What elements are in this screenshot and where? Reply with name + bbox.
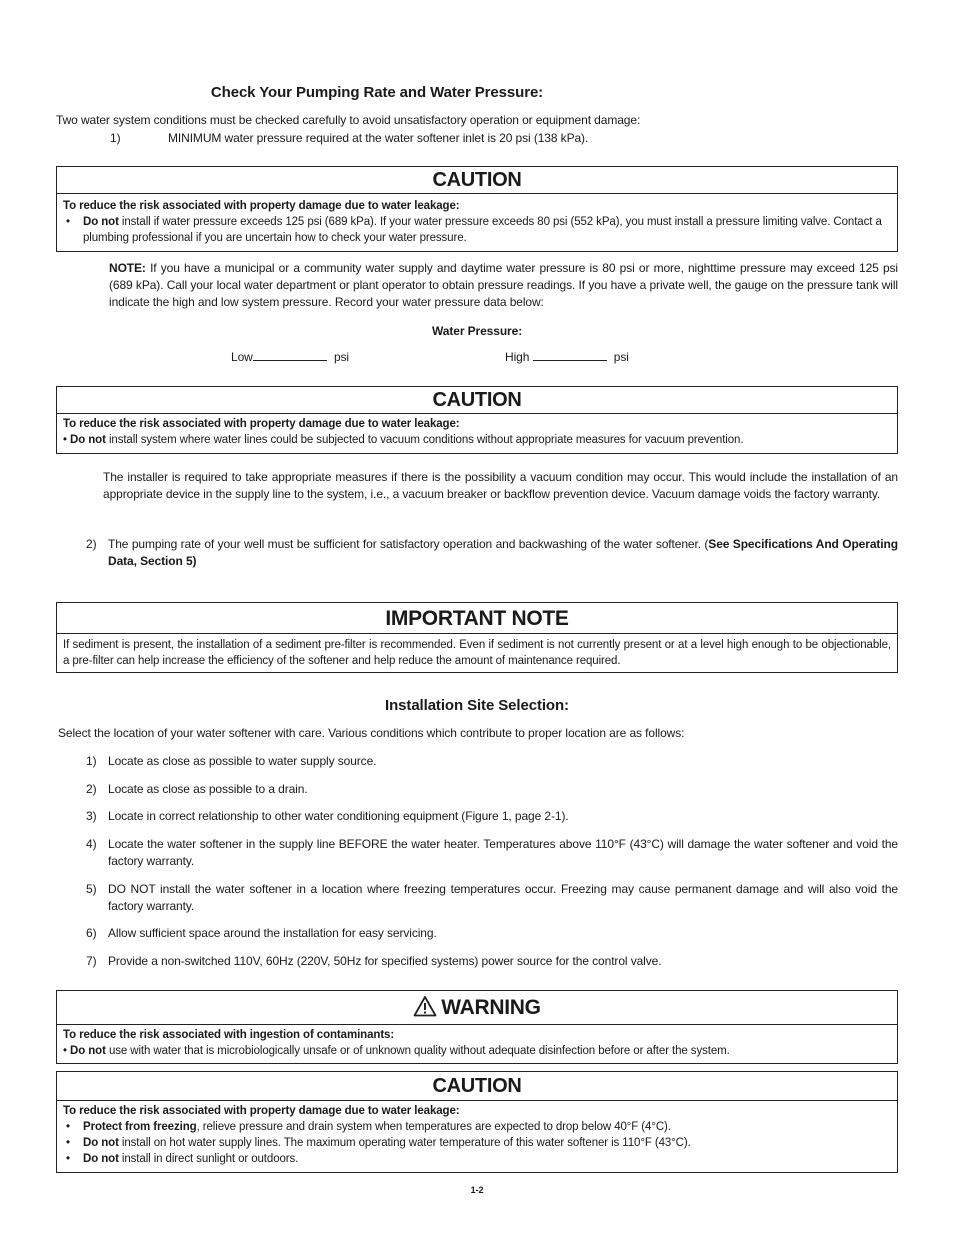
- bullet-bold: Do not: [70, 1045, 106, 1057]
- bullet-rest: , relieve pressure and drain system when temperatures are expected to drop below 40°F (4°C).: [196, 1121, 671, 1133]
- caution-bullet: [63, 1151, 891, 1167]
- pressure-intro: Two water system conditions must be checked carefully to avoid unsatisfactory operation or equipment damage:: [56, 113, 641, 127]
- caution-bullet: [63, 1119, 891, 1135]
- site-item-4: [86, 836, 898, 870]
- note-text: If you have a municipal or a community water supply and daytime water pressure is 80 psi or more, nighttime pressure may exceed 125 psi (689 kPa). Call your local water department or plant operator to obtain pressure readings. If you have a private well, the gauge on the pressure tank will indicate the high and low system pressure. Record your water pressure data below:: [109, 261, 898, 309]
- bullet-rest: install on hot water supply lines. The maximum operating water temperature of this water softener is 110°F (43°C).: [118, 1137, 691, 1149]
- bullet-rest: install if water pressure exceeds 125 psi (689 kPa). If your water pressure exceeds 80 psi (552 kPa), you must install a pressure limiting valve. Contact a plumbing professional if you are uncertain how to check your water pressure.: [83, 216, 882, 244]
- bullet-text: [83, 1151, 891, 1167]
- site-item-2: [86, 781, 898, 798]
- important-note-box: [56, 602, 898, 673]
- caution-title: CAUTION: [57, 387, 897, 414]
- item-text: Locate as close as possible to a drain.: [108, 782, 308, 796]
- bullet-bold: Do not: [83, 1137, 119, 1149]
- caution-body: [57, 194, 897, 250]
- pressure-item-2: [86, 536, 898, 570]
- caution-bullet: [63, 1135, 891, 1151]
- bullet-dot: •: [66, 216, 70, 228]
- important-note-body: If sediment is present, the installation of a sediment pre-filter is recommended. Even if sediment is not currently present or at a level high enough to be objectionable, a pre-filter can help increase the efficiency of the softener and help reduce the amount of maintenance required.: [63, 639, 891, 667]
- bullet-dot: •: [66, 1137, 70, 1149]
- item-text: Locate as close as possible to water supply source.: [108, 754, 377, 768]
- warning-bullet: • Do not use with water that is microbiologically unsafe or of unknown quality without adequate disinfection before or after the system.: [63, 1045, 730, 1057]
- caution-box-vacuum: [56, 386, 898, 454]
- bullet-bold: Do not: [83, 1153, 119, 1165]
- warning-box: [56, 990, 898, 1064]
- caution-box-freezing: [56, 1071, 898, 1173]
- warning-triangle-icon: [413, 994, 437, 1028]
- item-number: 2): [86, 782, 97, 796]
- item-text: MINIMUM water pressure required at the water softener inlet is 20 psi (138 kPa).: [168, 131, 589, 145]
- installer-paragraph: The installer is required to take appropriate measures if there is the possibility a vacuum condition may occur. This would include the installation of an appropriate device in the supply line to the system, i.e., a vacuum breaker or backflow prevention device. Vacuum damage voids the factory warranty.: [103, 470, 898, 501]
- site-intro: Select the location of your water softener with care. Various conditions which contribute to proper location are as follows:: [58, 726, 685, 740]
- item-number: 5): [86, 882, 97, 896]
- caution-body: [57, 1101, 897, 1171]
- caution-title: CAUTION: [57, 167, 897, 194]
- item-text-plain: The pumping rate of your well must be sufficient for satisfactory operation and backwashing of the water softener. (: [108, 537, 709, 551]
- item-text: DO NOT install the water softener in a location where freezing temperatures occur. Freezing may cause permanent damage and will also void the factory warranty.: [108, 882, 898, 913]
- low-unit: psi: [333, 350, 349, 364]
- caution-body: [57, 414, 897, 452]
- site-item-5: [86, 881, 898, 915]
- bullet-rest: use with water that is microbiologically unsafe or of unknown quality without adequate disinfection before or after the system.: [105, 1045, 730, 1057]
- caution-bullet: [63, 214, 891, 246]
- item-text: Locate in correct relationship to other water conditioning equipment (Figure 1, page 2-1).: [108, 809, 569, 823]
- note-paragraph: [109, 260, 898, 311]
- low-blank-line[interactable]: [253, 349, 327, 361]
- item-text-bold: See Specifications And Operating Data, Section 5): [108, 537, 898, 568]
- item-number: 4): [86, 837, 97, 851]
- caution-lead: To reduce the risk associated with property damage due to water leakage:: [63, 200, 460, 212]
- caution-title: CAUTION: [57, 1072, 897, 1101]
- bullet-dot: •: [66, 1121, 70, 1133]
- bullet-rest: install in direct sunlight or outdoors.: [118, 1153, 299, 1165]
- item-number: 6): [86, 926, 97, 940]
- bullet-dot: •: [66, 1153, 70, 1165]
- pressure-item-1: [110, 130, 890, 147]
- caution-bullet: • Do not install system where water lines could be subjected to vacuum conditions without appropriate measures for vacuum prevention.: [63, 434, 744, 446]
- low-pressure-field[interactable]: [231, 349, 349, 366]
- caution-lead: To reduce the risk associated with property damage due to water leakage:: [63, 418, 460, 430]
- bullet-text: [83, 1119, 891, 1135]
- caution-lead: To reduce the risk associated with property damage due to water leakage:: [63, 1105, 460, 1117]
- item-text: Allow sufficient space around the installation for easy servicing.: [108, 926, 437, 940]
- note-label: NOTE:: [109, 261, 146, 275]
- warning-body: [57, 1025, 897, 1063]
- item-number: 2): [86, 537, 97, 551]
- high-unit: psi: [613, 350, 629, 364]
- bullet-bold: Protect from freezing: [83, 1121, 197, 1133]
- warning-title: WARNING: [441, 996, 541, 1019]
- bullet-text: [83, 214, 891, 246]
- bullet-text: [83, 1135, 891, 1151]
- important-note-title: IMPORTANT NOTE: [57, 603, 897, 634]
- water-pressure-label: Water Pressure:: [432, 324, 523, 338]
- bullet-bold: Do not: [70, 434, 106, 446]
- warning-title-row: [57, 991, 897, 1025]
- site-item-6: [86, 925, 898, 942]
- low-label: Low: [231, 350, 253, 364]
- warning-lead: To reduce the risk associated with ingestion of contaminants:: [63, 1029, 395, 1041]
- page-number: 1-2: [470, 1185, 484, 1195]
- site-item-1: [86, 753, 898, 770]
- section-heading-site: Installation Site Selection:: [385, 697, 569, 714]
- section-heading-pressure: Check Your Pumping Rate and Water Pressure:: [210, 84, 544, 101]
- bullet-rest: install system where water lines could be subjected to vacuum conditions without appropriate measures for vacuum prevention.: [105, 434, 744, 446]
- item-number: 3): [86, 809, 97, 823]
- site-item-3: [86, 808, 898, 825]
- high-pressure-field[interactable]: [505, 349, 629, 366]
- item-text: Provide a non-switched 110V, 60Hz (220V, 50Hz for specified systems) power source for the control valve.: [108, 954, 662, 968]
- bullet-bold: Do not: [83, 216, 119, 228]
- high-blank-line[interactable]: [533, 349, 607, 361]
- caution-box-pressure: [56, 166, 898, 252]
- item-text: Locate the water softener in the supply line BEFORE the water heater. Temperatures above 110°F (43°C) will damage the water softener and void the factory warranty.: [108, 837, 898, 868]
- high-label: High: [505, 350, 530, 364]
- item-number: 1): [86, 754, 97, 768]
- item-text: [108, 536, 898, 570]
- item-number: 7): [86, 954, 97, 968]
- site-item-7: [86, 953, 898, 970]
- item-number: 1): [110, 131, 121, 145]
